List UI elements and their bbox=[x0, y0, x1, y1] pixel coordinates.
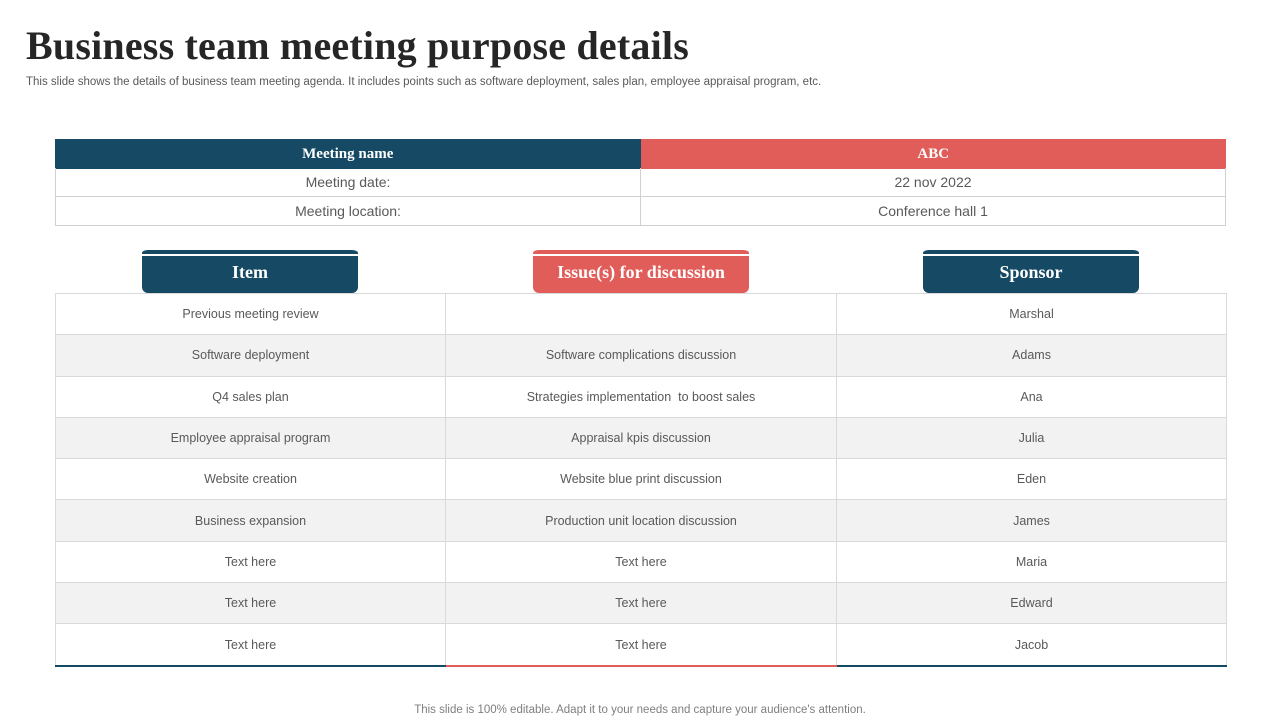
sponsor-cell: Ana bbox=[837, 376, 1227, 417]
issue-cell: Website blue print discussion bbox=[446, 459, 837, 500]
column-header-item-label: Item bbox=[232, 262, 268, 282]
item-cell: Text here bbox=[56, 541, 446, 582]
table-row bbox=[56, 459, 1227, 500]
meeting-location-label: Meeting location: bbox=[55, 197, 640, 226]
issue-cell: Appraisal kpis discussion bbox=[446, 417, 837, 458]
table-row bbox=[56, 583, 1227, 624]
meeting-date-row bbox=[55, 168, 1226, 197]
item-cell: Employee appraisal program bbox=[56, 417, 446, 458]
meeting-info-header bbox=[55, 139, 1226, 168]
item-cell: Business expansion bbox=[56, 500, 446, 541]
sponsor-cell: Jacob bbox=[837, 624, 1227, 666]
table-row bbox=[56, 335, 1227, 376]
issue-cell: Software complications discussion bbox=[446, 335, 837, 376]
sponsor-cell: Maria bbox=[837, 541, 1227, 582]
issue-cell: Text here bbox=[446, 583, 837, 624]
page-subtitle: This slide shows the details of business team meeting agenda. It includes points such as software deployment, sales plan, employee appraisal program, etc. bbox=[26, 76, 822, 88]
meeting-location-row bbox=[55, 197, 1226, 226]
table-row bbox=[56, 541, 1227, 582]
table-row bbox=[56, 294, 1227, 335]
agenda-table bbox=[55, 293, 1227, 667]
meeting-name-value: ABC bbox=[641, 139, 1227, 169]
table-row bbox=[56, 376, 1227, 417]
item-cell: Text here bbox=[56, 624, 446, 666]
item-cell: Previous meeting review bbox=[56, 294, 446, 335]
table-row bbox=[56, 624, 1227, 666]
item-cell: Website creation bbox=[56, 459, 446, 500]
meeting-date-value: 22 nov 2022 bbox=[640, 168, 1226, 197]
sponsor-cell: Edward bbox=[837, 583, 1227, 624]
meeting-location-value: Conference hall 1 bbox=[640, 197, 1226, 226]
column-header-item bbox=[142, 247, 358, 293]
sponsor-cell: Marshal bbox=[837, 294, 1227, 335]
sponsor-cell: Julia bbox=[837, 417, 1227, 458]
issue-cell bbox=[446, 294, 837, 335]
issue-cell: Production unit location discussion bbox=[446, 500, 837, 541]
meeting-info-table bbox=[55, 139, 1226, 226]
table-row bbox=[56, 500, 1227, 541]
page-title: Business team meeting purpose details bbox=[26, 23, 689, 68]
column-header-issues bbox=[533, 247, 749, 293]
sponsor-cell: Eden bbox=[837, 459, 1227, 500]
meeting-date-label: Meeting date: bbox=[55, 168, 640, 197]
item-cell: Text here bbox=[56, 583, 446, 624]
issue-cell: Text here bbox=[446, 541, 837, 582]
column-header-issues-label: Issue(s) for discussion bbox=[557, 262, 725, 282]
issue-cell: Text here bbox=[446, 624, 837, 666]
column-header-sponsor bbox=[923, 247, 1139, 293]
item-cell: Q4 sales plan bbox=[56, 376, 446, 417]
table-row bbox=[56, 417, 1227, 458]
meeting-name-label: Meeting name bbox=[55, 139, 641, 169]
sponsor-cell: Adams bbox=[837, 335, 1227, 376]
item-cell: Software deployment bbox=[56, 335, 446, 376]
sponsor-cell: James bbox=[837, 500, 1227, 541]
footer-note: This slide is 100% editable. Adapt it to your needs and capture your audience's attention. bbox=[414, 704, 866, 716]
column-header-sponsor-label: Sponsor bbox=[999, 262, 1063, 282]
issue-cell: Strategies implementation to boost sales bbox=[446, 376, 837, 417]
